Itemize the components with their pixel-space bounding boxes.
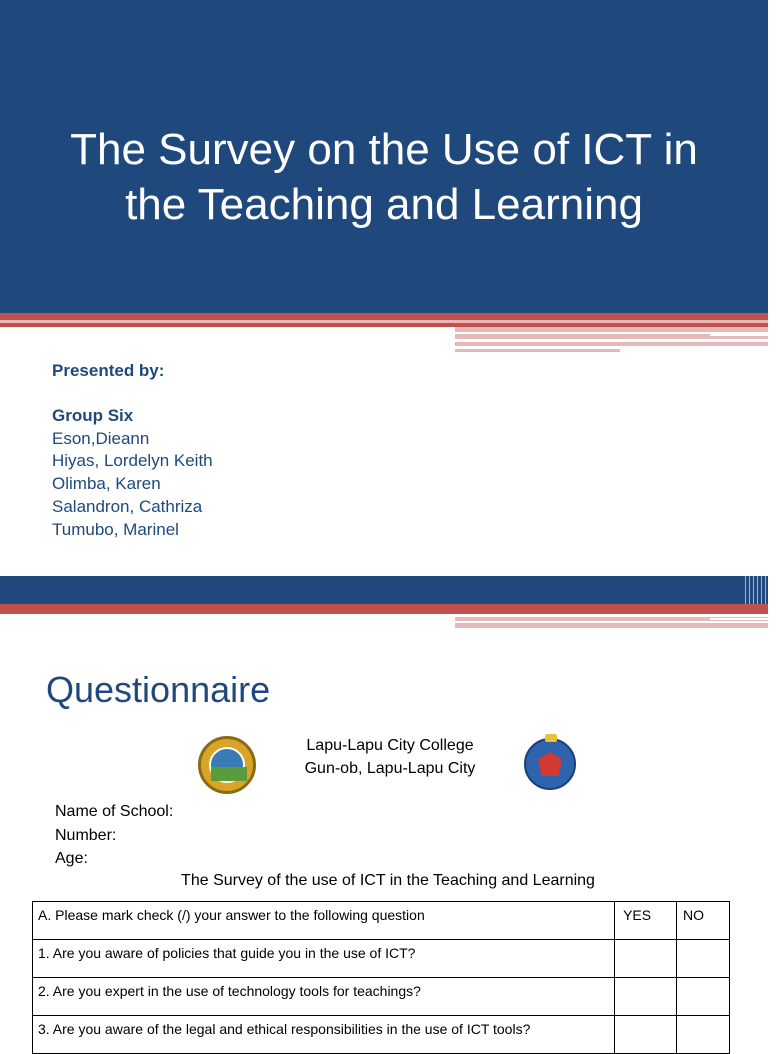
stripe-white-right: [710, 618, 768, 620]
name-of-school-field: Name of School:: [55, 803, 174, 820]
table-row: [33, 940, 730, 978]
member-name: Hiyas, Lordelyn Keith: [52, 451, 213, 471]
member-name: Olimba, Karen: [52, 474, 161, 494]
yes-checkbox-cell[interactable]: [615, 940, 677, 978]
member-name: Eson,Dieann: [52, 428, 150, 448]
presented-by-label: Presented by:: [52, 361, 165, 380]
banner-rule: [745, 576, 746, 606]
stripe-pink-right-3: [455, 342, 768, 346]
group-name: Group Six: [52, 405, 134, 425]
header-yes: YES: [615, 902, 677, 940]
presenter-block: [52, 360, 213, 542]
no-checkbox-cell[interactable]: [677, 978, 730, 1016]
yes-checkbox-cell[interactable]: [615, 978, 677, 1016]
no-checkbox-cell[interactable]: [677, 1016, 730, 1054]
banner-rule: [753, 576, 754, 606]
stripe-white-right-2: [710, 334, 768, 336]
stripe-white: [0, 327, 455, 331]
college-logo-icon: [524, 738, 576, 790]
slide-title: [0, 122, 768, 232]
header-question: A. Please mark check (/) your answer to the following question: [33, 902, 615, 940]
header-no: NO: [677, 902, 730, 940]
table-row: [33, 1016, 730, 1054]
questionnaire-banner: [0, 576, 768, 604]
stripe-pink: [0, 320, 768, 323]
question-cell: 1. Are you aware of policies that guide you in the use of ICT?: [33, 940, 615, 978]
member-name: Tumubo, Marinel: [52, 519, 179, 539]
number-field: Number:: [55, 826, 117, 844]
questionnaire-title: Questionnaire: [46, 669, 271, 710]
no-checkbox-cell[interactable]: [677, 940, 730, 978]
banner-rule: [757, 576, 758, 606]
college-header: [290, 734, 490, 780]
table-row: [33, 978, 730, 1016]
respondent-fields: [55, 800, 173, 871]
stripe-pink-right-2: [455, 623, 768, 628]
age-field: Age:: [55, 850, 88, 867]
question-cell: 3. Are you aware of the legal and ethical responsibilities in the use of ICT tools?: [33, 1016, 615, 1054]
survey-title: The Survey of the use of ICT in the Teaching and Learning: [181, 872, 595, 889]
member-name: Salandron, Cathriza: [52, 496, 203, 516]
slide-title-text: The Survey on the Use of ICT in the Teaching and Learning: [70, 125, 698, 229]
table-header-row: [33, 902, 730, 940]
college-address: Gun-ob, Lapu-Lapu City: [304, 760, 476, 777]
survey-table: [32, 901, 730, 1054]
banner-rule: [765, 576, 766, 606]
lapu-lapu-city-seal-icon: [198, 736, 256, 794]
yes-checkbox-cell[interactable]: [615, 1016, 677, 1054]
stripe-pink-right-4: [455, 349, 620, 352]
stripe-red: [0, 604, 768, 614]
banner-rule: [761, 576, 762, 606]
college-name: Lapu-Lapu City College: [306, 737, 474, 754]
question-cell: 2. Are you expert in the use of technology tools for teachings?: [33, 978, 615, 1016]
banner-rule: [749, 576, 750, 606]
